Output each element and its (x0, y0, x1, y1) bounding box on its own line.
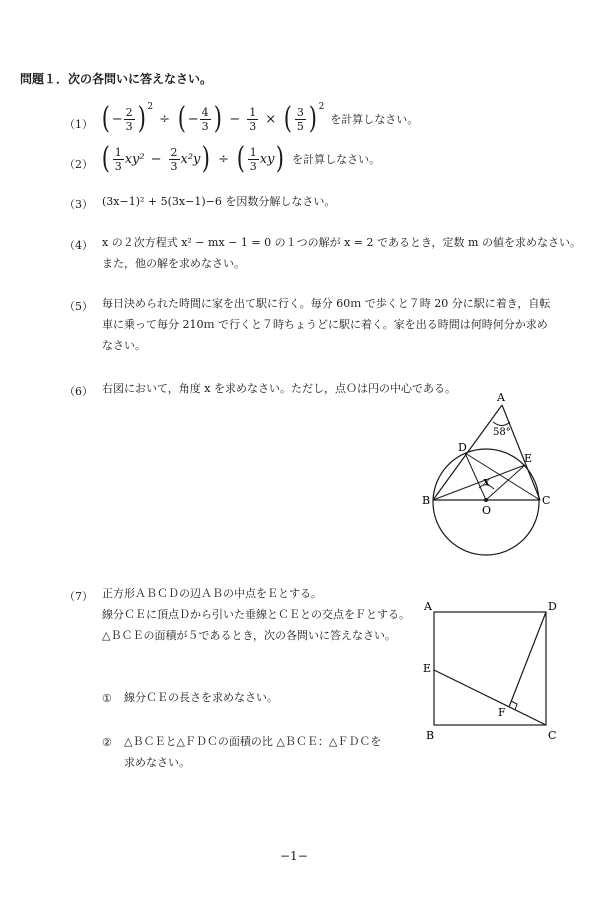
segment-df (509, 612, 546, 707)
segment-ce (434, 670, 546, 725)
label-a: A (497, 391, 505, 404)
q7-text (102, 583, 410, 646)
problem-title: 問題１．次の各問いに答えなさい。 (20, 72, 213, 86)
q4-line: また，他の解を求めなさい。 (102, 257, 245, 270)
label-f: F (498, 706, 506, 719)
angle-arc-a (493, 422, 510, 426)
q4-text (102, 232, 581, 274)
q4-number: （4） (64, 239, 93, 252)
paren: ( (236, 141, 245, 176)
paren: ) (308, 101, 317, 136)
divide-sign: ÷ (218, 151, 230, 167)
q5-text (102, 293, 550, 356)
label-d: D (548, 600, 557, 613)
center-point (484, 498, 488, 502)
square-figure (420, 598, 570, 748)
q5-number: （5） (64, 300, 93, 313)
paren: ( (283, 101, 293, 136)
divide-sign: ÷ (159, 111, 170, 127)
minus-sign: − (187, 111, 199, 127)
q2-expression (100, 141, 381, 176)
term: xy² (124, 151, 145, 167)
fraction: $\frac{1}{3}$ (249, 145, 257, 173)
sub2-line: 求めなさい。 (124, 756, 190, 769)
q6-text: 右図において，角度 x を求めなさい。ただし，点Ｏは円の中心である。 (102, 382, 456, 395)
segment-ac (502, 405, 540, 500)
minus-sign: − (229, 111, 241, 127)
q4-line: x の２次方程式 x² − mx − 1 = 0 の１つの解が x = 2 であるとき，定数 m の値を求めなさい。 (102, 236, 581, 249)
sub1-text: 線分ＣＥの長さを求めなさい。 (124, 691, 278, 704)
term: xy (259, 151, 275, 167)
label-x: x (483, 475, 490, 488)
label-a: A (424, 600, 432, 613)
fraction: $\frac{2}{3}$ (125, 105, 133, 133)
fraction: $\frac{1}{3}$ (114, 145, 122, 173)
square-abcd (434, 612, 546, 725)
segment-ab (433, 405, 502, 500)
label-d: D (458, 441, 467, 454)
minus-sign: − (111, 111, 123, 127)
label-e: E (524, 452, 533, 465)
label-b: B (426, 729, 435, 742)
q2-number: （2） (64, 158, 93, 171)
sub2-text (124, 731, 381, 773)
label-b: B (422, 494, 431, 507)
paren: ( (177, 101, 186, 136)
label-o: O (482, 504, 492, 517)
term: x²y (180, 151, 201, 167)
minus-sign: − (150, 151, 162, 167)
q6-number: （6） (64, 385, 93, 398)
q1-expression (100, 101, 419, 136)
paren: ) (202, 141, 211, 176)
q7-line: △ＢＣＥの面積が５であるとき，次の各問いに答えなさい。 (102, 629, 397, 642)
exponent: 2 (318, 102, 325, 112)
angle-label: 58° (493, 427, 511, 438)
label-e: E (423, 662, 432, 675)
page-number: −1− (280, 849, 308, 863)
q5-line: 毎日決められた時間に家を出て駅に行く。毎分 60ｍ で歩くと７時 20 分に駅に着き，自転 (102, 297, 551, 310)
q3-text: (3x−1)² + 5(3x−1)−6 を因数分解しなさい。 (102, 195, 336, 208)
q7-line: 線分ＣＥに頂点Ｄから引いた垂線とＣＥとの交点をＦとする。 (102, 608, 410, 621)
fraction: $\frac{3}{5}$ (296, 105, 304, 133)
label-c: C (542, 494, 551, 507)
q1-number: （1） (64, 118, 93, 131)
q3-number: （3） (64, 198, 93, 211)
fraction: $\frac{2}{3}$ (170, 145, 178, 173)
sub1-mark: ① (102, 692, 112, 705)
paren: ) (137, 101, 146, 136)
q2-instruction: を計算しなさい。 (292, 153, 381, 166)
q5-line: 車に乗って毎分 210ｍ で行くと７時ちょうどに駅に着く。家を出る時間は何時何分か求め (102, 318, 548, 331)
q1-instruction: を計算しなさい。 (330, 113, 419, 126)
exponent: 2 (147, 102, 154, 112)
fraction: $\frac{4}{3}$ (201, 105, 209, 133)
circle-figure (420, 385, 570, 565)
fraction: $\frac{1}{3}$ (249, 105, 257, 133)
paren: ( (101, 141, 110, 176)
times-sign: × (265, 111, 277, 127)
paren: ( (101, 101, 110, 136)
paren: ) (213, 101, 222, 136)
q7-number: （7） (64, 590, 93, 603)
sub2-mark: ② (102, 736, 112, 749)
sub2-line: △ＢＣＥと△ＦＤＣの面積の比 △ＢＣＥ：△ＦＤＣを (124, 735, 382, 748)
q5-line: なさい。 (102, 339, 146, 352)
paren: ) (276, 141, 285, 176)
q7-line: 正方形ＡＢＣＤの辺ＡＢの中点をＥとする。 (102, 587, 322, 600)
label-c: C (548, 729, 557, 742)
